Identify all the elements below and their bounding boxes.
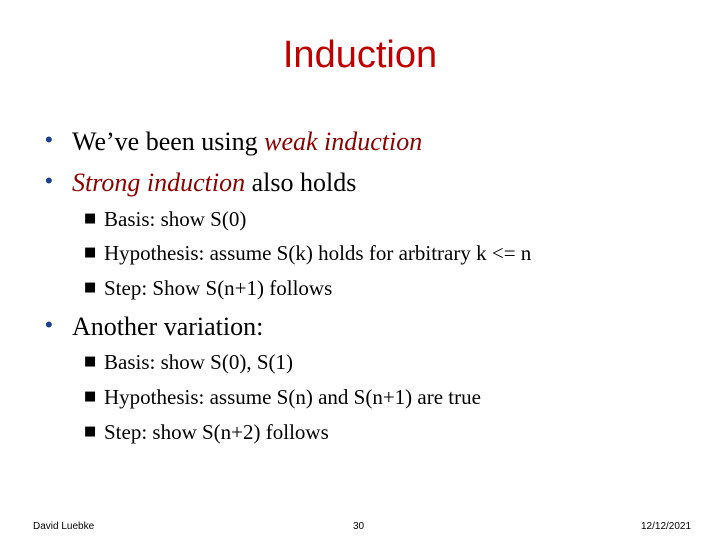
sub-bullet-hypothesis (84, 241, 532, 266)
sub-bullet-text: Basis: show S(0) (104, 207, 247, 231)
bullet-another-variation (45, 312, 264, 342)
footer-author: David Luebke (33, 521, 95, 532)
bullet-emphasis: Strong induction (72, 168, 246, 197)
bullet-strong-induction (45, 168, 357, 198)
bullet-text-suffix: also holds (245, 168, 357, 197)
bullet-text: We’ve been using (72, 127, 265, 156)
square-bullet-icon: ■ (84, 280, 97, 295)
sub-bullet-text: Hypothesis: assume S(n) and S(n+1) are true (104, 385, 481, 409)
square-bullet-icon: ■ (84, 211, 97, 226)
round-bullet-icon: • (45, 312, 53, 337)
sub-bullet-step (84, 276, 333, 301)
slide-title: Induction (282, 34, 438, 76)
bullet-emphasis: weak induction (264, 127, 423, 156)
sub-bullet-step-2 (84, 420, 329, 445)
sub-bullet-basis (84, 207, 247, 232)
sub-bullet-text: Hypothesis: assume S(k) holds for arbitrary k <= n (104, 241, 532, 265)
square-bullet-icon: ■ (84, 424, 97, 439)
bullet-text: Another variation: (72, 312, 264, 341)
footer-date: 12/12/2021 (641, 521, 692, 532)
square-bullet-icon: ■ (84, 245, 97, 260)
sub-bullet-text: Step: show S(n+2) follows (104, 420, 329, 444)
footer-page-number: 30 (353, 521, 365, 532)
round-bullet-icon: • (45, 127, 53, 152)
bullet-weak-induction (45, 127, 423, 157)
sub-bullet-hypothesis-2 (84, 385, 481, 410)
sub-bullet-basis-2 (84, 350, 294, 375)
round-bullet-icon: • (45, 168, 53, 193)
square-bullet-icon: ■ (84, 389, 97, 404)
sub-bullet-text: Basis: show S(0), S(1) (104, 350, 294, 374)
square-bullet-icon: ■ (84, 354, 97, 369)
sub-bullet-text: Step: Show S(n+1) follows (104, 276, 333, 300)
